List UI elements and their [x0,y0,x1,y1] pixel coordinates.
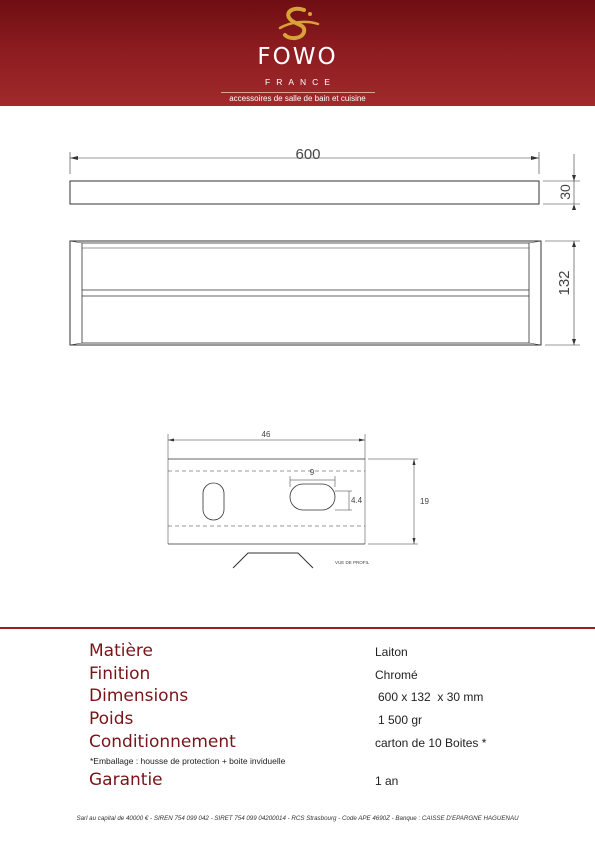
profile-width-label: 46 [261,430,271,439]
brand-subtitle: FRANCE [265,77,336,87]
spec-label-finition: Finition [89,664,151,684]
profile-caption: VUE DE PROFIL [335,560,370,565]
top-height-label: 30 [557,184,573,200]
packaging-note: *Emballage : housse de protection + boite inviduelle [90,756,286,766]
fowo-monogram-logo-icon [276,6,320,46]
front-view [70,241,580,345]
technical-drawing [0,106,595,626]
section-divider [0,627,595,629]
spec-value-garantie: 1 an [375,774,399,788]
spec-label-matiere: Matière [89,641,154,661]
tagline-rule [221,92,375,93]
spec-label-poids: Poids [89,709,134,729]
spec-value-finition: Chromé [375,668,418,682]
profile-view [168,434,418,568]
legal-footer: Sarl au capital de 40000 € - SIREN 754 099 042 - SIRET 754 099 04200014 - RCS Strasbourg - Code APE 4690Z - Banque : CAISSE D'EPARGNE HAGUENAU [76,815,519,822]
top-view [70,152,580,210]
header-banner [0,0,595,106]
top-width-label: 600 [295,146,321,163]
spec-value-conditionnement: carton de 10 Boites * [375,736,487,750]
brand-name: FOWO [257,44,338,70]
front-height-label: 132 [556,270,573,296]
spec-label-conditionnement: Conditionnement [89,732,236,752]
spec-label-dimensions: Dimensions [89,686,189,706]
tagline: accessoires de salle de bain et cuisine [229,94,366,103]
spec-value-matiere: Laiton [375,645,408,659]
spec-value-poids: 1 500 gr [378,713,423,727]
spec-label-garantie: Garantie [89,770,163,790]
profile-slot-height-label: 4.4 [351,496,363,505]
profile-slot-width-label: 9 [309,468,315,477]
spec-value-dimensions: 600 x 132 x 30 mm [378,690,484,704]
profile-height-label: 19 [420,497,429,506]
